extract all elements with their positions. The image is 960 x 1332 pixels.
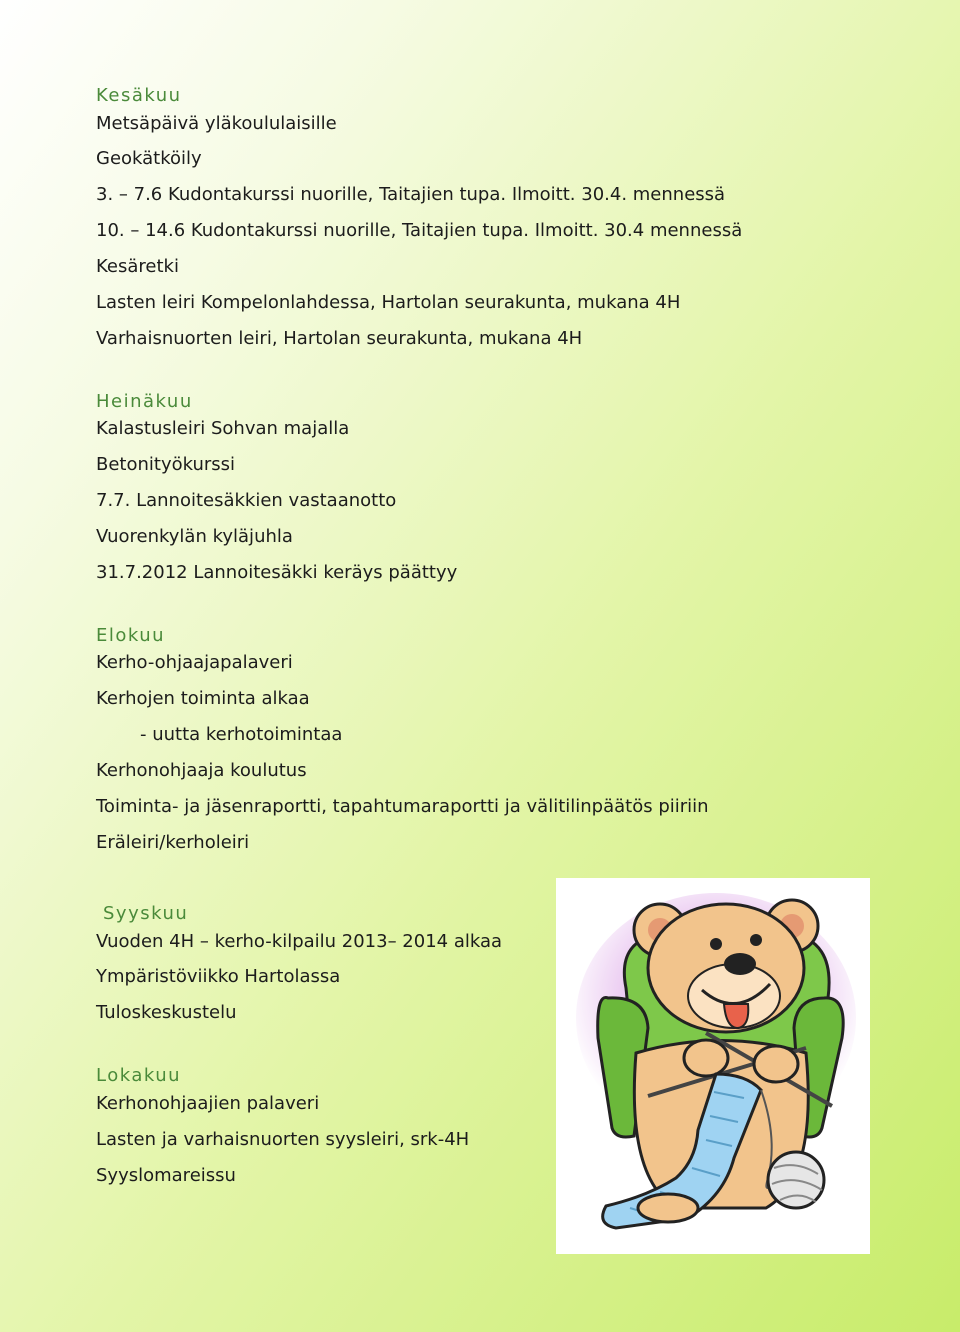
event-item: Toiminta- ja jäsenraportti, tapahtumaraportti ja välitilinpäätös piiriin	[96, 796, 709, 817]
event-item: Vuoden 4H – kerho-kilpailu 2013– 2014 alkaa	[96, 931, 503, 952]
event-item: Kalastusleiri Sohvan majalla	[96, 418, 350, 439]
section-heading-elokuu: Elokuu	[96, 625, 166, 646]
event-item: Eräleiri/kerholeiri	[96, 832, 250, 853]
section-heading-syyskuu: Syyskuu	[103, 903, 189, 924]
event-item: 7.7. Lannoitesäkkien vastaanotto	[96, 490, 397, 511]
knitting-bear-icon	[556, 878, 870, 1254]
bear-right-paw	[754, 1046, 798, 1082]
event-item: Lasten ja varhaisnuorten syysleiri, srk-4H	[96, 1129, 470, 1150]
event-item: Betonityökurssi	[96, 454, 236, 475]
event-item: 3. – 7.6 Kudontakurssi nuorille, Taitajien tupa. Ilmoitt. 30.4. mennessä	[96, 184, 726, 205]
event-item: Kerhonohjaaja koulutus	[96, 760, 307, 781]
event-subitem: - uutta kerhotoimintaa	[140, 724, 343, 745]
event-item: Vuorenkylän kyläjuhla	[96, 526, 293, 547]
bear-left-eye	[710, 938, 722, 950]
event-item: 31.7.2012 Lannoitesäkki keräys päättyy	[96, 562, 458, 583]
bear-left-paw	[684, 1040, 728, 1076]
event-item: Kerhonohjaajien palaveri	[96, 1093, 320, 1114]
event-item: Syyslomareissu	[96, 1165, 236, 1186]
event-item: Kesäretki	[96, 256, 179, 277]
event-item: Geokätköily	[96, 148, 202, 169]
event-item: Tuloskeskustelu	[96, 1002, 237, 1023]
bear-right-eye	[750, 934, 762, 946]
section-heading-heinakuu: Heinäkuu	[96, 391, 193, 412]
event-item: Kerho-ohjaajapalaveri	[96, 652, 293, 673]
section-heading-lokakuu: Lokakuu	[96, 1065, 182, 1086]
event-item: Metsäpäivä yläkoululaisille	[96, 113, 337, 134]
event-item: 10. – 14.6 Kudontakurssi nuorille, Taitajien tupa. Ilmoitt. 30.4 mennessä	[96, 220, 743, 241]
section-heading-kesakuu: Kesäkuu	[96, 85, 182, 106]
bear-nose	[724, 953, 756, 975]
event-item: Lasten leiri Kompelonlahdessa, Hartolan seurakunta, mukana 4H	[96, 292, 681, 313]
bear-left-foot	[638, 1194, 698, 1222]
event-item: Kerhojen toiminta alkaa	[96, 688, 310, 709]
event-item: Ympäristöviikko Hartolassa	[96, 966, 341, 987]
event-item: Varhaisnuorten leiri, Hartolan seurakunta, mukana 4H	[96, 328, 583, 349]
